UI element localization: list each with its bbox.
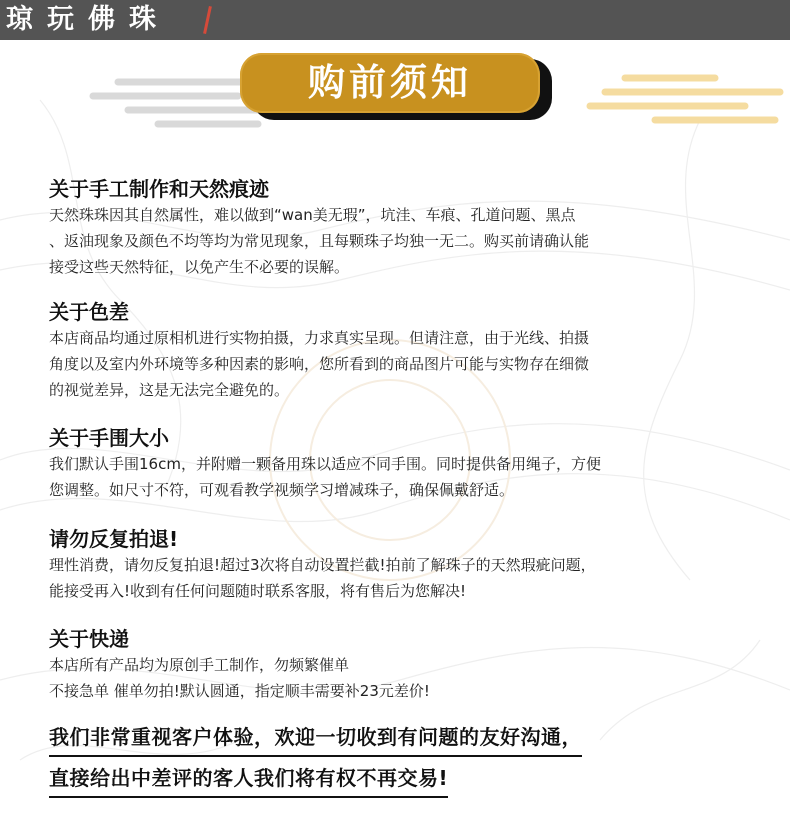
section-handmade bbox=[49, 176, 749, 280]
right-cloud-decoration bbox=[585, 72, 785, 134]
brand-name: 琼玩佛珠 bbox=[6, 4, 170, 35]
section-body: 本店所有产品均为原创手工制作，勿频繁催单 不接急单 催单勿拍!默认圆通，指定顺丰需要补23元差价! bbox=[49, 656, 430, 700]
section-body: 理性消费，请勿反复拍退!超过3次将自动设置拦截!拍前了解珠子的天然瑕疵问题， 能接受再入!收到有任何问题随时联系客服，将有售后为您解决! bbox=[49, 556, 596, 600]
section-heading: 关于手工制作和天然痕迹 bbox=[49, 177, 269, 201]
section-shipping bbox=[49, 626, 749, 704]
section-body: 天然珠珠因其自然属性，难以做到“wan美无瑕”，坑洼、车痕、孔道问题、黑点 、返油现象及颜色不均等均为常见现象，且每颗珠子均独一无二。购买前请确认能 接受这些天然特征，以免产生不必要的误解。 bbox=[49, 206, 590, 276]
section-heading: 请勿反复拍退! bbox=[49, 527, 179, 551]
section-no-repeat-returns bbox=[49, 526, 749, 604]
section-heading: 关于色差 bbox=[49, 300, 129, 324]
section-body: 本店商品均通过原相机进行实物拍摄，力求真实呈现。但请注意，由于光线、拍摄 角度以及室内外环境等多种因素的影响，您所看到的商品图片可能与实物存在细微 的视觉差异，这是无法完全避免的。 bbox=[49, 329, 590, 399]
footer-statement bbox=[49, 722, 749, 798]
page-title: 购前须知 bbox=[308, 61, 472, 104]
top-bar bbox=[0, 0, 790, 40]
footer-line-2: 直接给出中差评的客人我们将有权不再交易! bbox=[49, 763, 448, 798]
section-heading: 关于快递 bbox=[49, 627, 129, 651]
section-color-difference bbox=[49, 299, 749, 403]
footer-line-1: 我们非常重视客户体验，欢迎一切收到有问题的友好沟通， bbox=[49, 722, 582, 757]
brand-accent-stroke bbox=[203, 6, 212, 34]
section-body: 我们默认手围16cm，并附赠一颗备用珠以适应不同手围。同时提供备用绳子，方便 您调整。如尺寸不符，可观看教学视频学习增减珠子，确保佩戴舒适。 bbox=[49, 455, 601, 499]
section-heading: 关于手围大小 bbox=[49, 426, 169, 450]
section-wrist-size bbox=[49, 425, 749, 503]
